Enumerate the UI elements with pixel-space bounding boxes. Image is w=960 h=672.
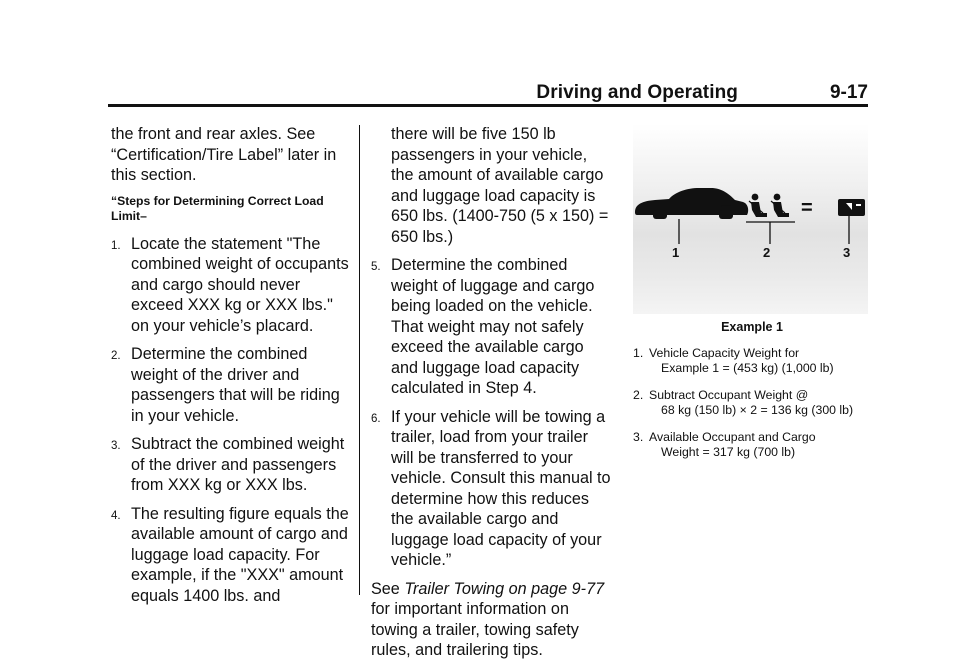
column-3: [633, 124, 871, 472]
footnote-line-2: Example 1 = (453 kg) (1,000 lb): [661, 361, 834, 375]
see-prefix: See: [371, 579, 405, 598]
column-1: [111, 124, 351, 614]
intro-paragraph: the front and rear axles. See “Certification/Tire Label” later in this section.: [111, 125, 337, 184]
header-rule: [108, 104, 868, 107]
step-item: [371, 255, 613, 399]
step-text: Subtract the combined weight of the driver and passengers from XXX kg or XXX lbs.: [131, 435, 345, 494]
column-2: [371, 124, 613, 669]
footnote-item: [633, 388, 871, 418]
step-item: [371, 407, 613, 571]
load-example-figure: [633, 124, 868, 314]
step-number: 2.: [111, 350, 121, 362]
step-item: [111, 504, 351, 607]
step-text: The resulting figure equals the available amount of cargo and luggage load capacity. For example, if the "XXX" amount equals 1400 lbs. and: [131, 504, 349, 605]
footnote-line-2: Weight = 317 kg (700 lb): [661, 445, 796, 459]
step-4-continuation: there will be five 150 lb passengers in your vehicle, the amount of available cargo and luggage load capacity is 650 lbs. (1400-750 (5 x 150) = 650 lbs.): [391, 125, 609, 246]
figure-label-2: 2: [763, 245, 771, 260]
equals-sign: =: [801, 197, 813, 219]
footnote-line-1: Vehicle Capacity Weight for: [649, 346, 800, 360]
step-item: [111, 234, 351, 337]
footnote-number: 1.: [633, 346, 644, 360]
see-reference-paragraph: [371, 579, 613, 661]
steps-subheading: “Steps for Determining Correct Load Limit–: [111, 193, 324, 223]
footnote-line-1: Subtract Occupant Weight @: [649, 388, 809, 402]
footnote-line-2: 68 kg (150 lb) × 2 = 136 kg (300 lb): [661, 403, 854, 417]
step-number: 5.: [371, 261, 381, 273]
figure-label-3: 3: [843, 245, 851, 260]
step-item: [111, 344, 351, 426]
cargo-box-icon: [838, 199, 865, 216]
step-text: If your vehicle will be towing a trailer, load from your trailer will be transferred to your vehicle. Consult this manual to determine how this reduces the available cargo and luggage load capacity of your vehicle.”: [391, 407, 611, 569]
step-item: [111, 434, 351, 496]
trailer-towing-link[interactable]: Trailer Towing on page 9-77: [404, 579, 605, 598]
minus-sign: –: [721, 195, 733, 217]
step-number: 4.: [111, 509, 121, 522]
page-number: 9-17: [829, 82, 868, 103]
footnote-item: [633, 430, 871, 460]
footnote-line-1: Available Occupant and Cargo: [649, 430, 816, 444]
section-title: Driving and Operating: [536, 82, 738, 103]
step-text: Determine the combined weight of the driver and passengers that will be riding in your vehicle.: [131, 345, 340, 425]
column-divider: [359, 125, 360, 595]
figure-label-1: 1: [672, 245, 680, 260]
step-number: 3.: [111, 440, 121, 452]
footnote-number: 3.: [633, 430, 644, 444]
figure-illustration: [633, 124, 868, 314]
step-text: Determine the combined weight of luggage and cargo being loaded on the vehicle. That weight may not safely exceed the available cargo and luggage load capacity calculated in Step 4.: [391, 256, 595, 397]
step-text: Locate the statement "The combined weight of occupants and cargo should never exceed XXX kg or XXX lbs." on your vehicle’s placard.: [131, 234, 349, 335]
step-number: 6.: [371, 412, 381, 425]
footnote-item: [633, 346, 871, 376]
figure-caption: Example 1: [721, 320, 783, 334]
footnote-number: 2.: [633, 388, 644, 402]
step-number: 1.: [111, 239, 121, 252]
see-suffix: for important information on towing a trailer, towing safety rules, and trailering tips.: [371, 600, 579, 659]
seated-occupants-icon: [746, 194, 795, 222]
